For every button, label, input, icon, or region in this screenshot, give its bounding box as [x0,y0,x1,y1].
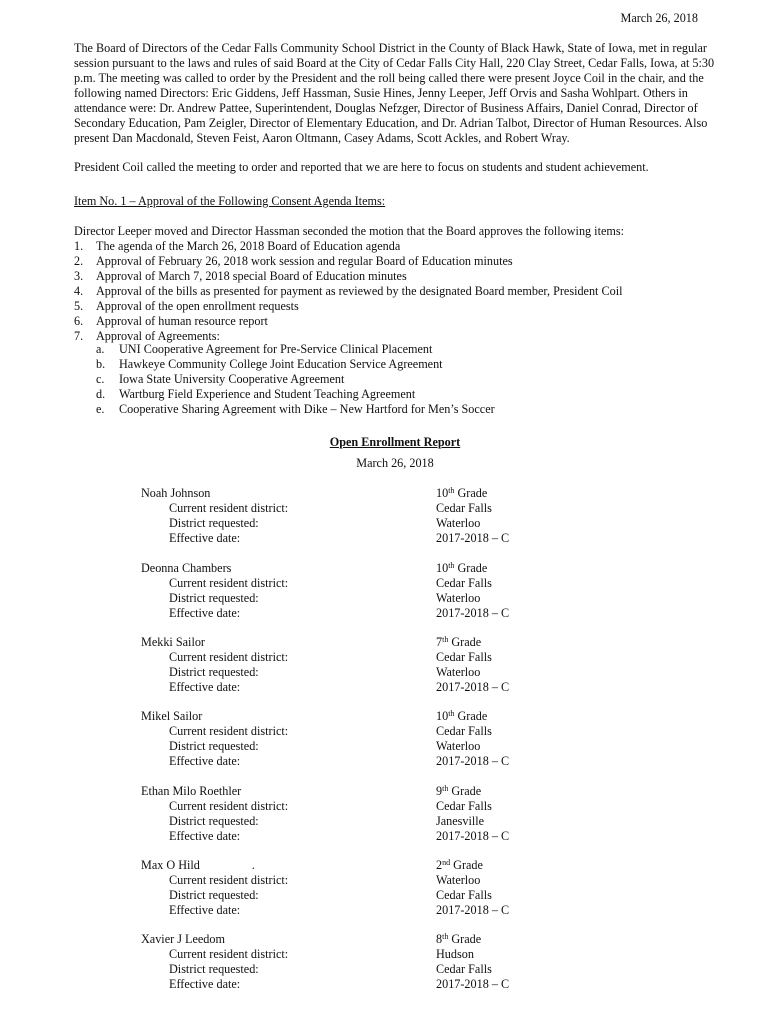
requested-district-label: District requested: [169,739,259,753]
student-name: Xavier J Leedom [141,932,225,946]
current-district: Cedar Falls [436,799,492,813]
student-grade: 8th Grade [436,932,482,946]
opening-paragraph: President Coil called the meeting to order and reported that we are here to focus on students and student achievement. [74,160,649,174]
current-district-label: Current resident district: [169,799,289,813]
list-item: 7. Approval of Agreements: [74,329,220,343]
student-entry [141,784,601,846]
requested-district-label: District requested: [169,962,259,976]
student-entry [141,635,601,697]
list-item: 2. Approval of February 26, 2018 work session and regular Board of Education minutes [74,254,513,268]
student-name: Ethan Milo Roethler [141,784,242,798]
list-item: 5. Approval of the open enrollment requests [74,299,299,313]
student-name: Noah Johnson [141,486,211,500]
requested-district-label: District requested: [169,591,259,605]
report-date: March 26, 2018 [356,456,434,470]
effective-date-label: Effective date: [169,680,241,694]
effective-date: 2017-2018 – C [436,977,510,991]
current-district: Hudson [436,947,474,961]
effective-date: 2017-2018 – C [436,829,510,843]
list-item: d. Wartburg Field Experience and Student Teaching Agreement [96,387,416,401]
meeting-date: March 26, 2018 [620,11,698,25]
student-entry [141,932,601,994]
motion-paragraph: Director Leeper moved and Director Hassman seconded the motion that the Board approves the following items: [74,224,624,238]
requested-district-label: District requested: [169,665,259,679]
current-district-label: Current resident district: [169,947,289,961]
requested-district: Waterloo [436,665,481,679]
requested-district: Waterloo [436,739,481,753]
list-item: 1. The agenda of the March 26, 2018 Board of Education agenda [74,239,401,253]
requested-district-label: District requested: [169,814,259,828]
effective-date: 2017-2018 – C [436,754,510,768]
requested-district: Cedar Falls [436,962,492,976]
list-item: b. Hawkeye Community College Joint Education Service Agreement [96,357,443,371]
student-entry [141,561,601,623]
requested-district-label: District requested: [169,516,259,530]
student-grade: 7th Grade [436,635,482,649]
item-heading: Item No. 1 – Approval of the Following Consent Agenda Items: [74,194,386,208]
requested-district: Waterloo [436,591,481,605]
list-item: e. Cooperative Sharing Agreement with Dike – New Hartford for Men’s Soccer [96,402,495,416]
effective-date-label: Effective date: [169,531,241,545]
effective-date: 2017-2018 – C [436,903,510,917]
current-district-label: Current resident district: [169,724,289,738]
effective-date: 2017-2018 – C [436,531,510,545]
current-district-label: Current resident district: [169,576,289,590]
student-grade: 2nd Grade [436,858,483,872]
current-district: Cedar Falls [436,576,492,590]
current-district: Waterloo [436,873,481,887]
student-name: Deonna Chambers [141,561,232,575]
student-name: Max O Hild . [141,858,255,872]
report-title: Open Enrollment Report [329,435,461,449]
current-district-label: Current resident district: [169,873,289,887]
requested-district: Waterloo [436,516,481,530]
list-item: a. UNI Cooperative Agreement for Pre-Service Clinical Placement [96,342,433,356]
intro-paragraph: The Board of Directors of the Cedar Falls Community School District in the County of Black Hawk, State of Iowa, met in regular session pursuant to the laws and rules of said Board at the City of Cedar Falls City Hall, 220 Clay Street, Cedar Falls, Iowa, at 5:30 p.m. The meeting was called to order by the President and the roll being called there were present Joyce Coil in the chair, and the following named Directors: Eric Giddens, Jeff Hassman, Susie Hines, Jenny Leeper, Jeff Orvis and Sasha Wohlpart. Others in attendance were: Dr. Andrew Pattee, Superintendent, Douglas Nefzger, Director of Business Affairs, Daniel Conrad, Director of Secondary Education, Pam Zeigler, Director of Elementary Education, and Dr. Adrian Talbot, Director of Human Resources. Also present Dan Macdonald, Steven Feist, Aaron Oltmann, Casey Adams, Scott Ackles, and Robert Wray. [74,41,715,145]
student-entry [141,486,601,548]
requested-district: Janesville [436,814,485,828]
current-district-label: Current resident district: [169,501,289,515]
current-district-label: Current resident district: [169,650,289,664]
student-grade: 10th Grade [436,709,488,723]
consent-agenda-list [74,239,754,344]
agreements-list [96,342,716,417]
current-district: Cedar Falls [436,501,492,515]
effective-date-label: Effective date: [169,606,241,620]
effective-date-label: Effective date: [169,829,241,843]
student-grade: 10th Grade [436,486,488,500]
requested-district-label: District requested: [169,888,259,902]
list-item: c. Iowa State University Cooperative Agreement [96,372,345,386]
student-name: Mikel Sailor [141,709,203,723]
student-name: Mekki Sailor [141,635,205,649]
requested-district: Cedar Falls [436,888,492,902]
student-grade: 9th Grade [436,784,482,798]
effective-date: 2017-2018 – C [436,680,510,694]
current-district: Cedar Falls [436,650,492,664]
effective-date-label: Effective date: [169,903,241,917]
list-item: 6. Approval of human resource report [74,314,268,328]
list-item: 3. Approval of March 7, 2018 special Board of Education minutes [74,269,407,283]
effective-date: 2017-2018 – C [436,606,510,620]
student-entry [141,709,601,771]
effective-date-label: Effective date: [169,977,241,991]
effective-date-label: Effective date: [169,754,241,768]
student-entry [141,858,601,920]
current-district: Cedar Falls [436,724,492,738]
student-grade: 10th Grade [436,561,488,575]
list-item: 4. Approval of the bills as presented for payment as reviewed by the designated Board member, President Coil [74,284,623,298]
